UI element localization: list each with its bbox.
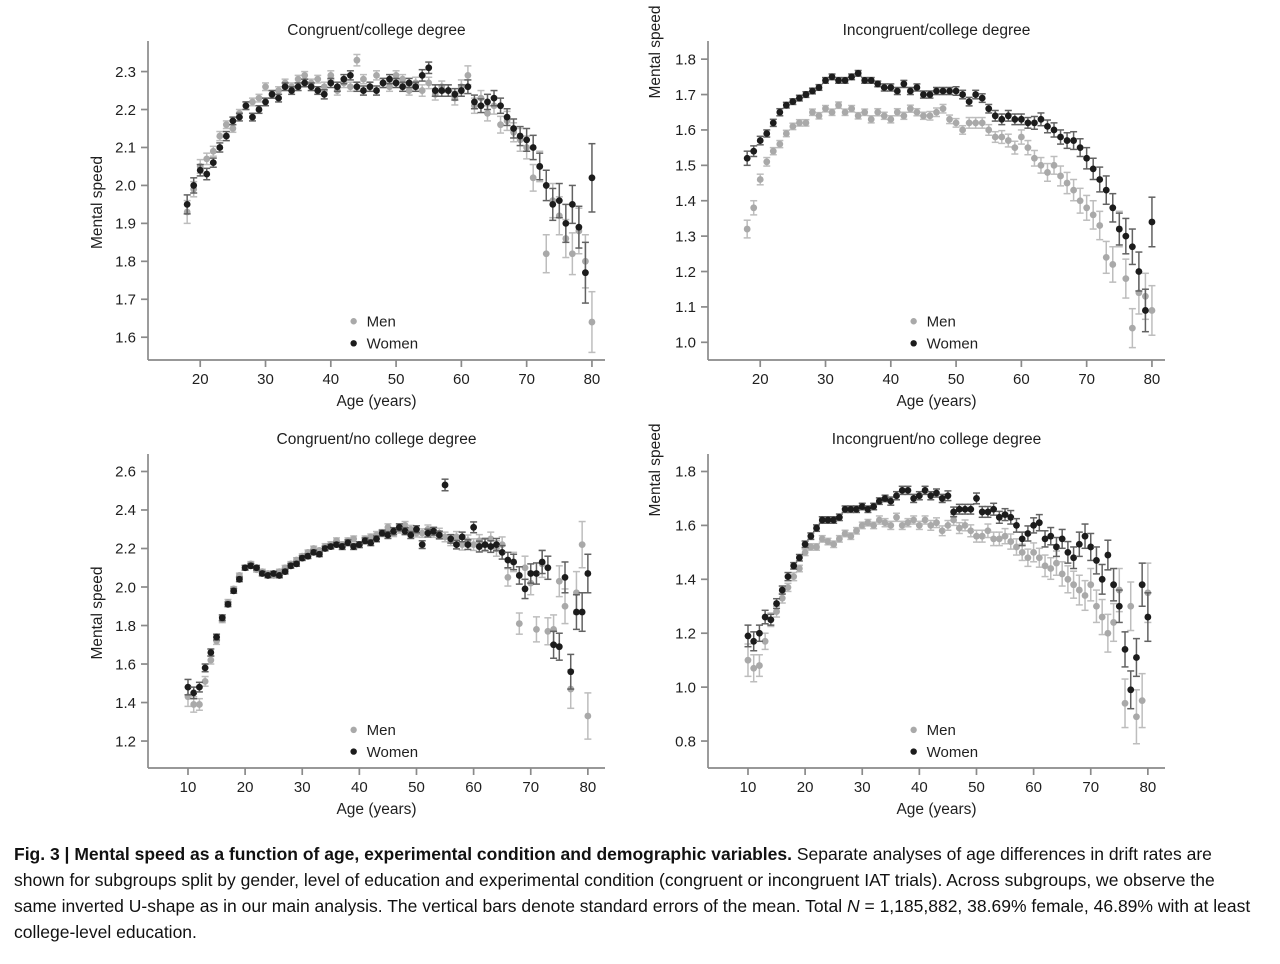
women-legend-label: Women	[366, 743, 419, 761]
svg-text:2.6: 2.6	[115, 463, 136, 481]
women-legend-marker-icon	[910, 748, 916, 754]
svg-text:10: 10	[179, 779, 197, 796]
svg-text:40: 40	[351, 779, 368, 796]
men-legend-label: Men	[366, 313, 396, 331]
svg-text:40: 40	[882, 371, 900, 388]
svg-text:1.0: 1.0	[675, 679, 696, 697]
x-axis-label: Age (years)	[336, 801, 417, 818]
panel-title: Congruent/no college degree	[276, 431, 477, 448]
y-axis-label: Mental speed	[647, 5, 664, 99]
svg-text:2.4: 2.4	[115, 502, 136, 520]
caption-bold-title: Fig. 3 | Mental speed as a function of age, experimental condition and demographic variables.	[14, 844, 792, 864]
svg-text:1.8: 1.8	[675, 51, 696, 69]
svg-text:0.8: 0.8	[675, 733, 696, 751]
y-axis-ticks	[115, 64, 148, 347]
men-series	[744, 102, 1156, 348]
svg-text:1.4: 1.4	[675, 571, 696, 589]
svg-text:2.2: 2.2	[115, 540, 136, 558]
svg-text:1.1: 1.1	[675, 299, 696, 317]
svg-text:40: 40	[911, 779, 928, 796]
y-axis-ticks	[115, 464, 148, 751]
svg-text:20: 20	[236, 779, 254, 796]
svg-text:1.5: 1.5	[675, 157, 696, 175]
svg-text:50: 50	[408, 779, 425, 796]
panel-title: Incongruent/college degree	[842, 22, 1031, 39]
panel-title: Incongruent/no college degree	[831, 431, 1042, 448]
svg-text:2.3: 2.3	[115, 63, 136, 81]
panel-title: Congruent/college degree	[287, 22, 466, 39]
svg-text:60: 60	[1013, 371, 1030, 388]
svg-text:50: 50	[968, 779, 985, 796]
women-legend-marker-icon	[350, 340, 356, 346]
svg-text:1.6: 1.6	[675, 517, 696, 535]
x-axis-label: Age (years)	[896, 393, 977, 410]
men-series	[184, 54, 596, 352]
svg-text:30: 30	[293, 779, 311, 796]
svg-text:1.2: 1.2	[115, 733, 136, 751]
chart-row-top	[0, 0, 1280, 418]
y-axis-label: Mental speed	[89, 566, 106, 660]
svg-text:50: 50	[387, 371, 405, 388]
men-legend-label: Men	[926, 722, 956, 740]
svg-text:1.0: 1.0	[675, 334, 696, 352]
svg-text:70: 70	[522, 779, 540, 796]
svg-text:1.4: 1.4	[115, 694, 136, 712]
svg-text:1.8: 1.8	[115, 253, 136, 271]
svg-text:80: 80	[1143, 371, 1161, 388]
men-legend-label: Men	[926, 313, 956, 331]
x-axis-ticks	[192, 360, 600, 388]
svg-text:1.4: 1.4	[675, 192, 696, 210]
x-axis-label: Age (years)	[896, 801, 977, 818]
figure-caption	[14, 841, 1260, 945]
svg-text:20: 20	[796, 779, 814, 796]
chart-congruent-college-degree	[0, 0, 640, 418]
x-axis-ticks	[752, 360, 1160, 388]
svg-text:1.7: 1.7	[115, 291, 136, 309]
y-axis-label: Mental speed	[89, 155, 106, 250]
women-legend-marker-icon	[350, 748, 356, 754]
svg-text:30: 30	[817, 371, 834, 388]
svg-text:2.0: 2.0	[115, 177, 136, 195]
svg-text:1.6: 1.6	[675, 122, 696, 140]
svg-text:50: 50	[947, 371, 965, 388]
x-axis-ticks	[180, 768, 597, 796]
chart-congruent-no-college-degree	[0, 418, 640, 825]
svg-text:1.6: 1.6	[115, 329, 136, 347]
svg-text:10: 10	[739, 779, 757, 796]
svg-text:80: 80	[579, 779, 597, 796]
x-axis-label: Age (years)	[336, 393, 417, 410]
legend	[350, 314, 418, 353]
svg-text:2.2: 2.2	[115, 101, 136, 119]
svg-text:60: 60	[465, 779, 482, 796]
women-legend-label: Women	[926, 335, 979, 353]
svg-text:60: 60	[453, 371, 470, 388]
svg-text:1.8: 1.8	[115, 617, 136, 635]
svg-text:1.8: 1.8	[675, 463, 696, 481]
legend	[910, 722, 978, 761]
chart-incongruent-college-degree	[640, 0, 1180, 418]
svg-text:60: 60	[1025, 779, 1042, 796]
chart-row-bottom	[0, 418, 1280, 825]
men-legend-marker-icon	[350, 727, 356, 733]
men-legend-marker-icon	[910, 318, 916, 324]
caption-body-1: Separate analyses of age differences in drift rates are shown for subgroups split by gender, level of education and experimental condition (congruent or incongruent IAT trials). Across subgroups, we observe the same inverted U-shape as in our main analysis. The vertical bars denote standard errors of the mean. Total	[14, 844, 1215, 916]
women-legend-label: Women	[926, 743, 979, 761]
men-legend-label: Men	[366, 722, 396, 740]
legend	[350, 722, 418, 761]
legend	[910, 314, 978, 353]
men-legend-marker-icon	[910, 727, 916, 733]
svg-text:80: 80	[583, 371, 601, 388]
y-axis-ticks	[675, 51, 708, 351]
svg-text:2.1: 2.1	[115, 139, 136, 157]
svg-text:30: 30	[257, 371, 274, 388]
women-legend-marker-icon	[910, 340, 916, 346]
svg-text:70: 70	[1078, 371, 1096, 388]
women-legend-label: Women	[366, 335, 419, 353]
caption-n-symbol: N	[846, 896, 860, 916]
svg-text:2.0: 2.0	[115, 579, 136, 597]
y-axis-label: Mental speed	[647, 423, 664, 517]
svg-text:1.2: 1.2	[675, 625, 696, 643]
x-axis-ticks	[740, 768, 1157, 796]
svg-text:70: 70	[518, 371, 536, 388]
svg-text:40: 40	[322, 371, 340, 388]
svg-text:1.6: 1.6	[115, 656, 136, 674]
men-legend-marker-icon	[350, 318, 356, 324]
caption-body-2: = 1,185,882, 38.69% female, 46.89% with at least college-level education.	[14, 896, 1251, 942]
svg-text:70: 70	[1082, 779, 1100, 796]
men-series	[184, 522, 591, 740]
axes	[148, 454, 605, 768]
svg-text:30: 30	[853, 779, 871, 796]
svg-text:1.7: 1.7	[675, 86, 696, 104]
chart-incongruent-no-college-degree	[640, 418, 1180, 825]
svg-text:80: 80	[1139, 779, 1157, 796]
svg-text:20: 20	[191, 371, 209, 388]
svg-text:1.2: 1.2	[675, 263, 696, 281]
svg-text:20: 20	[751, 371, 769, 388]
y-axis-ticks	[675, 464, 708, 751]
svg-text:1.9: 1.9	[115, 215, 136, 233]
svg-text:1.3: 1.3	[675, 228, 696, 246]
